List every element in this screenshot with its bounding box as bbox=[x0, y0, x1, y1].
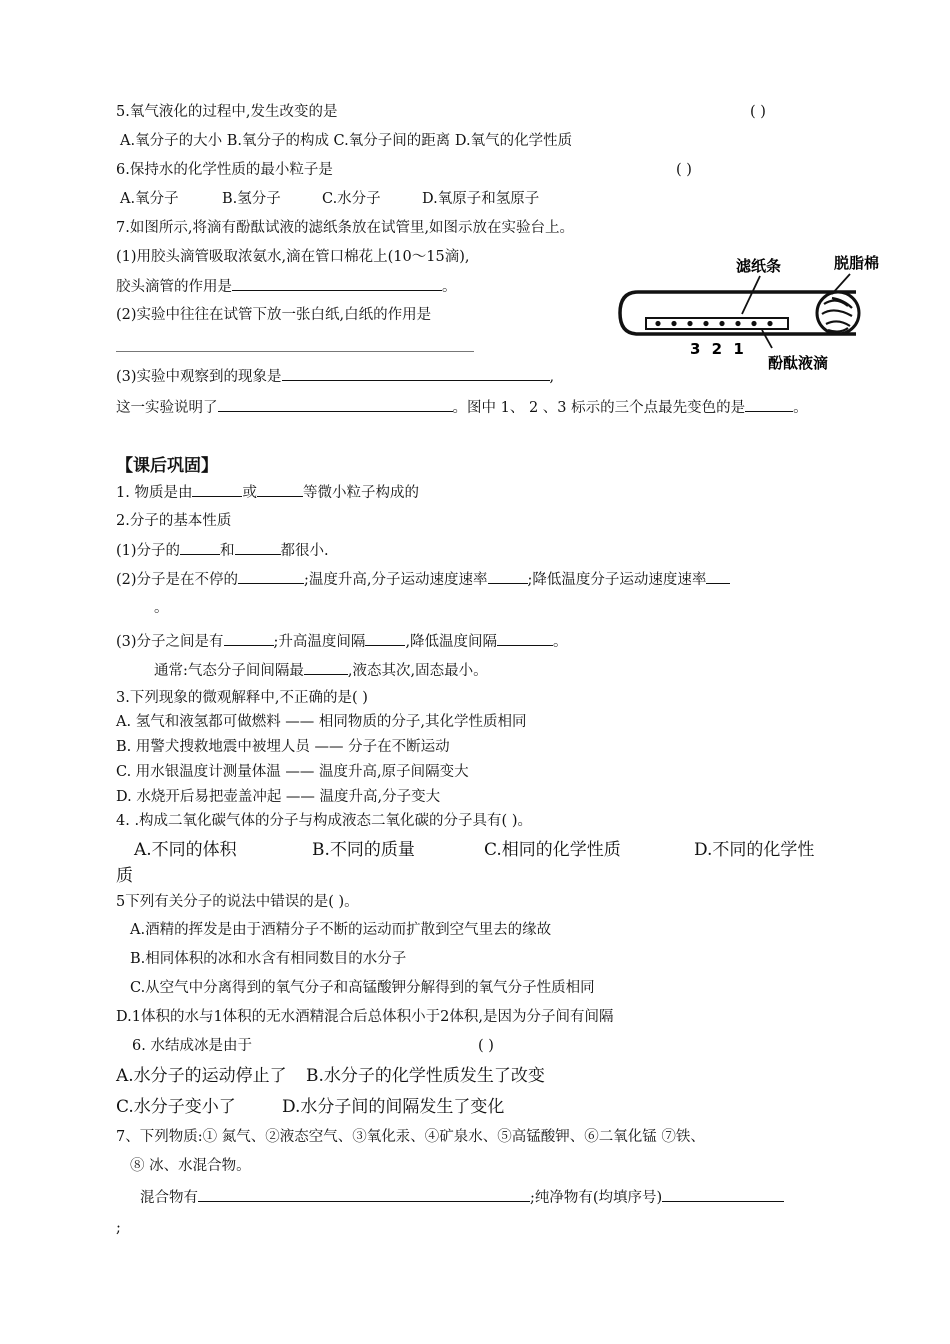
h6-stem: 6. 水结成冰是由于 bbox=[132, 1038, 252, 1054]
h7-mixture-blank[interactable] bbox=[198, 1187, 530, 1202]
h2-d-blank[interactable] bbox=[304, 660, 348, 675]
q5-options: A.氧分子的大小 B.氧分子的构成 C.氧分子间的距离 D.氧气的化学性质 bbox=[120, 133, 573, 149]
h2-c-mid2: ,降低温度间隔 bbox=[405, 634, 498, 650]
h2-a-blank-2[interactable] bbox=[235, 540, 281, 555]
h1-blank-1[interactable] bbox=[192, 482, 242, 497]
h2-a-blank-1[interactable] bbox=[180, 540, 220, 555]
h6-option-c: C.水分子变小了 bbox=[116, 1097, 236, 1117]
q7-first-change-blank[interactable] bbox=[745, 397, 793, 412]
q7-part3-prompt: (3)实验中观察到的现象是 bbox=[116, 369, 282, 385]
h7-stem: 7、下列物质:① 氮气、②液态空气、③氧化汞、④矿泉水、⑤高锰酸钾、⑥二氧化锰 ⑦铁、 bbox=[116, 1129, 705, 1145]
label-drop: 酚酞液滴 bbox=[768, 354, 829, 372]
q7-part3-blank[interactable] bbox=[282, 366, 550, 381]
h3-stem: 3.下列现象的微观解释中,不正确的是( ) bbox=[116, 690, 368, 706]
h5-option-d: D.1体积的水与1体积的无水酒精混合后总体积小于2体积,是因为分子间有间隔 bbox=[116, 1009, 614, 1025]
h7-pure-prompt: ;纯净物有(均填序号) bbox=[530, 1190, 663, 1206]
h2-c-blank-2[interactable] bbox=[365, 631, 405, 646]
label-cotton: 脱脂棉 bbox=[834, 254, 880, 272]
q7-part2: (2)实验中往往在试管下放一张白纸,白纸的作用是 bbox=[116, 307, 432, 323]
q7-part1-end: 。 bbox=[442, 279, 457, 295]
q6-option-a: A.氧分子 bbox=[120, 191, 179, 207]
filter-paper-strip bbox=[646, 318, 788, 329]
h2-d-prompt: 通常:气态分子间间隔最 bbox=[154, 663, 304, 679]
h2-d-line bbox=[154, 660, 488, 681]
h2-c-line bbox=[116, 631, 568, 652]
h2-c-blank-1[interactable] bbox=[224, 631, 274, 646]
h3-option-c: C. 用水银温度计测量体温 —— 温度升高,原子间隔变大 bbox=[116, 764, 469, 780]
h2-a-end: 都很小. bbox=[280, 543, 329, 559]
h1-prompt: 1. 物质是由 bbox=[116, 485, 193, 501]
h2-c-mid1: ;升高温度间隔 bbox=[273, 634, 366, 650]
h4-option-d: D.不同的化学性 bbox=[694, 840, 815, 860]
h2-b-blank-2[interactable] bbox=[488, 569, 528, 584]
h4-option-c: C.相同的化学性质 bbox=[484, 840, 621, 860]
h2-d-end: ,液态其次,固态最小。 bbox=[347, 663, 488, 679]
q7-part1-prompt: 胶头滴管的作用是 bbox=[116, 279, 232, 295]
h6-option-a: A.水分子的运动停止了 bbox=[116, 1066, 287, 1086]
q6-stem: 6.保持水的化学性质的最小粒子是 bbox=[116, 162, 333, 178]
h4-option-d-wrap: 质 bbox=[116, 866, 133, 886]
q7-conclusion-end: 。 bbox=[793, 400, 808, 416]
h4-option-b: B.不同的质量 bbox=[312, 840, 415, 860]
h2-b-end: 。 bbox=[154, 600, 169, 616]
h2-title: 2.分子的基本性质 bbox=[116, 513, 232, 529]
h7-answer-line bbox=[140, 1187, 784, 1208]
h3-option-b: B. 用警犬搜救地震中被埋人员 —— 分子在不断运动 bbox=[116, 739, 450, 755]
h4-stem: 4. .构成二氧化碳气体的分子与构成液态二氧化碳的分子具有( )。 bbox=[116, 813, 532, 829]
h2-c-end: 。 bbox=[553, 634, 568, 650]
h6-option-d: D.水分子间的间隔发生了变化 bbox=[282, 1097, 505, 1117]
h4-option-a: A.不同的体积 bbox=[134, 840, 237, 860]
h5-option-c: C.从空气中分离得到的氧气分子和高锰酸钾分解得到的氧气分子性质相同 bbox=[130, 980, 595, 996]
h2-b-mid1: ;温度升高,分子运动速度速率 bbox=[304, 572, 488, 588]
q7-stem: 7.如图所示,将滴有酚酞试液的滤纸条放在试管里,如图示放在实验台上。 bbox=[116, 220, 575, 236]
h1-end: 等微小粒子构成的 bbox=[302, 485, 419, 501]
label-filter-paper: 滤纸条 bbox=[736, 257, 782, 275]
h2-b-blank-1[interactable] bbox=[238, 569, 304, 584]
q6-option-c: C.水分子 bbox=[322, 191, 381, 207]
h5-option-b: B.相同体积的冰和水含有相同数目的水分子 bbox=[130, 951, 407, 967]
h2-c-prompt: (3)分子之间是有 bbox=[116, 634, 224, 650]
q7-part3-end: , bbox=[549, 369, 555, 385]
h3-option-d: D. 水烧开后易把壶盖冲起 —— 温度升高,分子变大 bbox=[116, 789, 441, 805]
q6-answer-paren[interactable]: ( ) bbox=[676, 162, 692, 178]
q7-conclusion-line bbox=[116, 397, 808, 418]
cotton-plug bbox=[817, 292, 859, 334]
q7-first-change-prompt: 。图中 1、 2 、3 标示的三个点最先变色的是 bbox=[452, 400, 746, 416]
h1-or: 或 bbox=[242, 485, 257, 501]
h2-a-prompt: (1)分子的 bbox=[116, 543, 181, 559]
h5-stem: 5下列有关分子的说法中错误的是( )。 bbox=[116, 894, 359, 910]
h2-b-line bbox=[116, 569, 730, 590]
h2-b-blank-3[interactable] bbox=[706, 569, 730, 584]
h1-blank-2[interactable] bbox=[257, 482, 303, 497]
h7-stem-cont: ⑧ 冰、水混合物。 bbox=[130, 1158, 251, 1174]
label-point-numbers: 3 2 1 bbox=[690, 340, 747, 358]
q7-conclusion-prompt: 这一实验说明了 bbox=[116, 400, 218, 416]
h2-a-line bbox=[116, 540, 329, 561]
h1-line bbox=[116, 482, 419, 503]
phenolphthalein-drops bbox=[655, 321, 772, 326]
q5-stem: 5.氧气液化的过程中,发生改变的是 bbox=[116, 104, 338, 120]
h2-b-prompt: (2)分子是在不停的 bbox=[116, 572, 239, 588]
q7-part2-answer-line[interactable] bbox=[116, 351, 474, 352]
h2-c-blank-3[interactable] bbox=[497, 631, 553, 646]
q7-part3-line bbox=[116, 366, 554, 387]
test-tube-figure bbox=[612, 248, 894, 374]
section-title: 【课后巩固】 bbox=[116, 456, 218, 476]
q7-conclusion-blank[interactable] bbox=[218, 397, 453, 412]
filter-label-pointer bbox=[742, 276, 760, 314]
q6-option-d: D.氧原子和氢原子 bbox=[422, 191, 540, 207]
h6-answer-paren[interactable]: ( ) bbox=[478, 1038, 494, 1054]
q7-part1-line bbox=[116, 276, 457, 297]
h7-end: ; bbox=[116, 1220, 121, 1236]
h7-pure-blank[interactable] bbox=[662, 1187, 784, 1202]
h7-mixture-prompt: 混合物有 bbox=[140, 1190, 198, 1206]
h5-option-a: A.酒精的挥发是由于酒精分子不断的运动而扩散到空气里去的缘故 bbox=[130, 922, 552, 938]
h6-option-b: B.水分子的化学性质发生了改变 bbox=[306, 1066, 545, 1086]
q7-part1: (1)用胶头滴管吸取浓氨水,滴在管口棉花上(10～15滴), bbox=[116, 249, 470, 265]
q7-part1-blank[interactable] bbox=[232, 276, 442, 291]
h2-b-mid2: ;降低温度分子运动速度速率 bbox=[527, 572, 707, 588]
h2-a-and: 和 bbox=[220, 543, 235, 559]
q5-answer-paren[interactable]: ( ) bbox=[750, 104, 766, 120]
q6-option-b: B.氢分子 bbox=[222, 191, 281, 207]
h3-option-a: A. 氢气和液氢都可做燃料 —— 相同物质的分子,其化学性质相同 bbox=[116, 714, 527, 730]
